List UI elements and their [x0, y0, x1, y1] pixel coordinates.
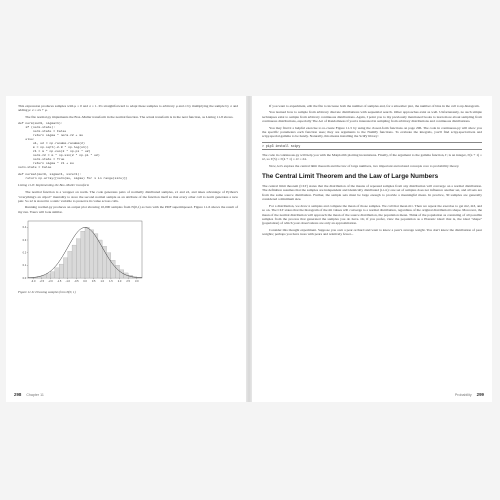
section-heading: The Central Limit Theorem and the Law of Large Numbers	[262, 173, 439, 181]
y-tick-label: 0.4	[22, 226, 27, 230]
x-tick-label: 0.0	[83, 280, 87, 284]
y-tick-label: 0.1	[22, 264, 27, 268]
output-paragraph: Running normal.py produces an output plot showing 10,000 samples from N(0,1) as bars with the PDF superimposed. Figure 11-6 shows the result of my run. Yours will look similar.	[18, 205, 238, 214]
listing-caption: Listing 11-8: Implementing the Box–Muller transform	[18, 183, 90, 188]
x-tick-label: -0.5	[74, 280, 79, 284]
histogram-bar	[94, 234, 98, 278]
histogram-bar	[59, 264, 63, 278]
histogram-bar	[72, 245, 76, 278]
left-running-head: Chapter 11	[26, 393, 44, 397]
histogram-bar	[63, 258, 67, 278]
histogram-bar	[50, 272, 54, 278]
y-tick-label: 0.3	[22, 239, 27, 243]
right-page-number: 299	[476, 392, 484, 397]
x-tick-label: 3.0	[135, 280, 139, 284]
left-footer	[14, 392, 44, 397]
x-tick-label: -1.5	[56, 280, 62, 284]
histogram-bar	[89, 230, 93, 278]
right-page	[252, 96, 492, 402]
histogram-figure	[18, 218, 238, 288]
x-tick-label: -2.0	[48, 280, 53, 284]
right-running-head: Probability	[454, 393, 472, 397]
transition-paragraph: Now, let's explore the central limit theorem and the law of large numbers, two important and related concepts core to probability theory.	[269, 163, 460, 168]
exercise-paragraph: You may find it a helpful exercise to re-create Figure 11-5 by using the closed-form functions on page 296. The code in continuous.py will show you the specific parameters each function uses; they are arguments to the NumPy functions. To evaluate the integrals, you'll find scipy.special.beta and scipy.special.gamma to be handy. Naturally, this means installing the SciPy library:	[262, 125, 482, 139]
histogram-bar	[115, 266, 119, 279]
histogram-bar	[68, 252, 72, 279]
right-footer	[455, 392, 484, 397]
experiment-paragraph: If you want to experiment, edit the file to increase both the number of samples and, for a smoother plot, the number of bins in the call to np.histogram.	[269, 104, 480, 108]
left-page	[6, 96, 246, 402]
code-listing-norm: def norm(mu=0, sigma=1): if (norm.state): norm.state = False return sigma * norm.z2 + mu else: u1, u2 = np.random.random(2) m = np.sqrt(-2.0 * np.log(u1)) z1 = m * np.cos(2 * np.pi * u2) norm.z2 = m * np.sin(2 * np.pi * u2) norm.state = True return sigma * z1 + mu norm.state = False	[18, 121, 100, 170]
intro-paragraph: This expression produces samples with μ = 0 and σ = 1. It's straightforward to adapt these samples to arbitrary μ and σ by multiplying the sample by σ and adding μ: z = σx + μ.	[18, 104, 238, 113]
gamma-paragraph: The code in continuous.py will help you with the Matplotlib plotting incantations. Finally, if the argument to the gamma function, Γ, is an integer, Γ(n + 1) = n!, so Γ(5) = Γ(4 + 1) = 4! = 24.	[262, 152, 482, 162]
x-tick-label: -2.5	[39, 280, 45, 284]
histogram-bar	[46, 274, 50, 278]
histogram-bar	[55, 268, 59, 278]
histogram-bar	[76, 239, 80, 278]
histogram-chart	[18, 218, 148, 286]
histogram-bar	[81, 231, 85, 278]
x-tick-label: 2.0	[117, 280, 122, 284]
x-tick-label: 0.5	[91, 280, 96, 284]
histogram-bar	[107, 253, 111, 278]
left-page-content	[18, 104, 238, 294]
install-command: > pip3 install scipy	[262, 142, 482, 150]
histogram-bar	[85, 228, 89, 279]
x-tick-label: -1.0	[65, 280, 70, 284]
x-tick-label: 1.0	[100, 280, 105, 284]
y-tick-label: 0.0	[22, 277, 27, 281]
clt-explanation-paragraph: For a distribution, we draw n samples and compute the mean of those samples. We call that mean m1. Then we repeat the exercise to get m2, m3, and so on. The CLT states that the histogram of the mi values will converge to a normal distribution, regardless of the original distribution's shape. Moreover, the mean of the normal distribution will approach the mean of the source distribution, the population mean. Think of the population as consisting of all possible samples from the process that generated the samples you do have. Or, if you prefer, view the population as a Platonic ideal: that is, the ideal "shape" (population) of which your observations are only an approximation.	[262, 203, 482, 226]
x-tick-label: 1.5	[109, 280, 113, 284]
histogram-bar	[111, 261, 115, 279]
x-tick-label: 2.5	[126, 280, 130, 284]
x-tick-label: -3.0	[30, 280, 36, 284]
wrapper-paragraph: The normal function is a wrapper on norm. The code generates pairs of normally distributed samples, z1 and z2, and takes advantage of Python's "everything's an object" mentality to store the second normal sample as an attribute of the function itself so that every other call to norm generates a new pair. So z2 is stored in a static variable to preserve its value across calls.	[18, 190, 238, 204]
left-page-number: 298	[14, 392, 22, 397]
figure-caption: Figure 11-6: Drawing samples from N(0, 1)	[18, 290, 76, 295]
box-muller-paragraph: The file normal.py implements the Box–Muller transform in the normal function. The actual transform is in the next function, as Listing 11-8 shows.	[25, 114, 234, 119]
y-tick-label: 0.2	[22, 251, 27, 255]
clt-definition-paragraph: The central limit theorem (CLT) states that the distribution of the means of repeated samples from any distribution will converge on a normal distribution. The definition assumes that the samples are independent and identically distributed (i.i.d.): one set of samples does not influence another set, and all sets are from the same source distribution. Further, the sample sets must be large enough to provide a meaningful mean. In practice, 30 samples are generally considered a minimum size.	[262, 184, 482, 202]
sampling-paragraph: You learned how to sample from arbitrary discrete distributions with sequential search. Other approaches exist as well. Unfortunately, no such simple techniques exist to sample from arbitrary continuous distributions. Again, I point you to my previously mentioned books to learn more about sampling from continuous distributions, especially The Art of Randomness if you're interested in sampling from arbitrary distributions and continuous distributions.	[262, 110, 482, 124]
code-listing-normal: def normal(mu=0, sigma=1, size=1): return np.array([norm(mu, sigma) for i in range(size)])	[18, 172, 128, 181]
pear-paragraph: Consider this thought experiment. Suppose you own a pear orchard and want to know a pear's average weight. You don't know the distribution of pear weights; perhaps you have trees with pears and relatively fewer...	[262, 227, 482, 237]
right-page-content	[262, 104, 482, 239]
histogram-bar	[42, 276, 46, 279]
